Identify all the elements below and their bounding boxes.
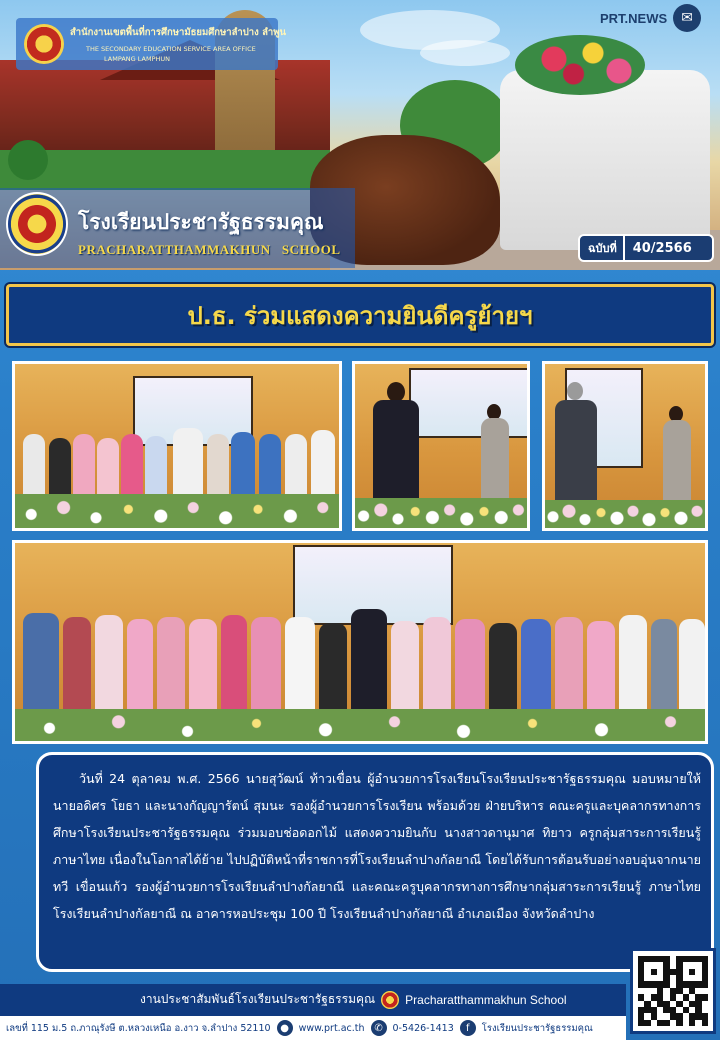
issue-number: 40/2566 [632,240,692,256]
school-seal-icon [381,991,399,1009]
tree [8,140,48,180]
article-frame [36,752,714,972]
presenter-person [555,400,597,510]
office-seal-icon [24,24,64,64]
issue-label: ฉบับที่ [580,236,625,260]
event-photo-speaker [352,361,530,531]
person [311,430,335,504]
office-name-en: THE SECONDARY EDUCATION SERVICE AREA OFFICE [86,45,256,53]
address: เลขที่ 115 ม.5 ถ.ภาณุรังษี ต.หลวงเหนือ อ.งาว จ.ลำปาง 52110 [6,1022,271,1034]
office-name-en-region: LAMPANG LAMPHUN [104,55,170,63]
megaphone-icon: ✉ [673,4,701,32]
news-brand [600,4,701,32]
lawn [0,150,330,190]
flower-arrangement [15,494,339,528]
globe-icon: ● [277,1020,293,1036]
person [173,428,203,504]
headline-frame [6,284,714,346]
cloud [420,40,510,66]
projection-screen [409,368,529,438]
flower-arrangement [355,498,527,528]
facebook-icon: f [460,1020,476,1036]
teacher-person [663,420,691,506]
pr-unit [140,990,567,1009]
news-brand-text: PRT.NEWS [600,10,668,26]
qr-code[interactable] [630,948,716,1034]
flower-arrangement [15,709,705,741]
office-label [16,18,286,70]
article-body: วันที่ 24 ตุลาคม พ.ศ. 2566 นายสุวัฒน์ ท้าวเขื่อน ผู้อำนวยการโรงเรียนโรงเรียนประชารัฐธรรมคุณ มอบหมายให้นายอดิศร โยธา และนางกัญญารัตน์ สุมนะ รองผู้อำนวยการโรงเรียน พร้อมด้วย ฝ่ายบริหาร คณะครูและบุคลากรทางการศึกษาโรงเรียนประชารัฐธรรมคุณ ร่วมมอบช่อดอกไม้ แสดงความยินกับ นางสาวดานุมาศ ทิยาว ครูกลุ่มสาระการเรียนรู้ภาษาไทย เนื่องในโอกาสได้ย้าย ไปปฏิบัติหน้าที่ราชการที่โรงเรียนลำปางกัลยาณี โดยได้รับการต้อนรับอย่างอบอุ่นจากนายทวี เขื่อนแก้ว รองผู้อำนวยการโรงเรียนลำปางกัลยาณี และคณะครูบุคลากรทางการศึกษากลุ่มสาระการเรียนรู้ ภาษาไทย โรงเรียนลำปางกัลยาณี ณ อาคารหอประชุม 100 ปี โรงเรียนลำปางกัลยาณี อำเภอเมือง จังหวัดลำปาง [53,771,701,921]
header-banner [0,0,720,270]
event-photo-presentation [542,361,708,531]
teacher-person [481,418,509,504]
issue-badge [578,234,714,262]
facebook-link[interactable]: โรงเรียนประชารัฐธรรมคุณ [481,1022,593,1034]
event-photo-group-large [12,540,708,744]
website-link[interactable]: www.prt.ac.th [298,1022,365,1034]
speaker-person [373,400,419,510]
school-name-en: PRACHARATTHAMMAKHUN SCHOOL [78,242,341,257]
horse-carriage [500,70,710,250]
contact-bar [0,1016,626,1040]
school-name-th: โรงเรียนประชารัฐธรรมคุณ [78,210,324,234]
qr-code-pattern [638,956,708,1026]
event-photo-group-small [12,361,342,531]
school-logo-icon [6,192,68,256]
flower-arrangement [545,500,705,528]
office-name-th: สำนักงานเขตพื้นที่การศึกษามัธยมศึกษาลำปาง ลำพูน [70,27,286,38]
pr-unit-th: งานประชาสัมพันธ์โรงเรียนประชารัฐธรรมคุณ [140,992,376,1006]
carriage-flowers [515,35,645,95]
pr-unit-en: Pracharatthammakhun School [405,992,567,1007]
phone-icon: ✆ [371,1020,387,1036]
headline: ป.ธ. ร่วมแสดงความยินดีครูย้ายฯ [187,301,533,330]
phone-number[interactable]: 0-5426-1413 [392,1022,454,1034]
